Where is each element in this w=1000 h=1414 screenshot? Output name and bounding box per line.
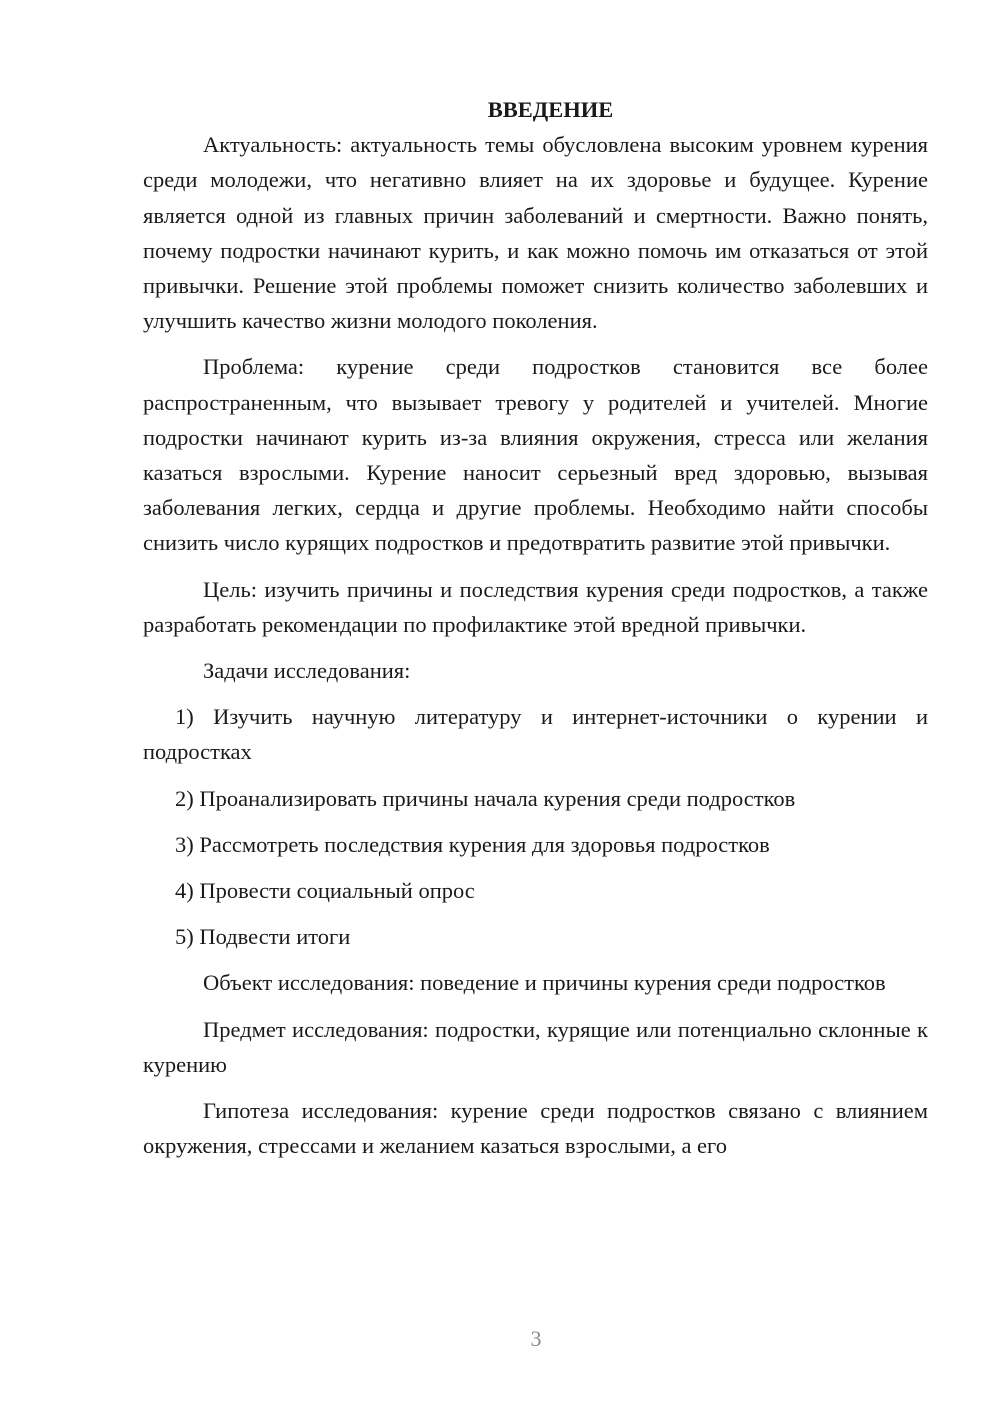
paragraph-object: Объект исследования: поведение и причины курения среди подростков bbox=[203, 970, 886, 996]
tasks-title: Задачи исследования: bbox=[203, 658, 411, 684]
paragraph-goal: Цель: изучить причины и последствия курения среди подростков, а также разработать рекомендации по профилактике этой вредной привычки. bbox=[143, 576, 928, 637]
task-item-2: 2) Проанализировать причины начала курения среди подростков bbox=[175, 785, 796, 811]
task-item-5: 5) Подвести итоги bbox=[175, 924, 351, 950]
paragraph-hypothesis: Гипотеза исследования: курение среди подростков связано с влиянием окружения, стрессами и желанием казаться взрослыми, а его bbox=[143, 1098, 928, 1159]
page-number: 3 bbox=[530, 1326, 542, 1351]
task-item-1: 1) Изучить научную литературу и интернет-источники о курении и подростках bbox=[143, 704, 928, 765]
task-item-3: 3) Рассмотреть последствия курения для здоровья подростков bbox=[175, 831, 770, 857]
paragraph-subject: Предмет исследования: подростки, курящие или потенциально склонные к курению bbox=[143, 1016, 928, 1077]
task-item-4: 4) Провести социальный опрос bbox=[175, 878, 475, 904]
paragraph-relevance: Актуальность: актуальность темы обусловлена высоким уровнем курения среди молодежи, что негативно влияет на их здоровье и будущее. Курение является одной из главных причин заболеваний и смертности. Важно понять, почему подростки начинают курить, и как можно помочь им отказаться от этой привычки. Решение этой проблемы поможет снизить количество заболевших и улучшить качество жизни молодого поколения. bbox=[143, 132, 928, 334]
section-heading: ВВЕДЕНИЕ bbox=[487, 97, 614, 122]
page-body bbox=[143, 92, 928, 1174]
paragraph-problem: Проблема: курение среди подростков становится все более распространенным, что вызывает тревогу у родителей и учителей. Многие подростки начинают курить из-за влияния окружения, стресса или желания казаться взрослыми. Курение наносит серьезный вред здоровью, вызывая заболевания легких, сердца и другие проблемы. Необходимо найти способы снизить число курящих подростков и предотвратить развитие этой привычки. bbox=[143, 354, 928, 556]
